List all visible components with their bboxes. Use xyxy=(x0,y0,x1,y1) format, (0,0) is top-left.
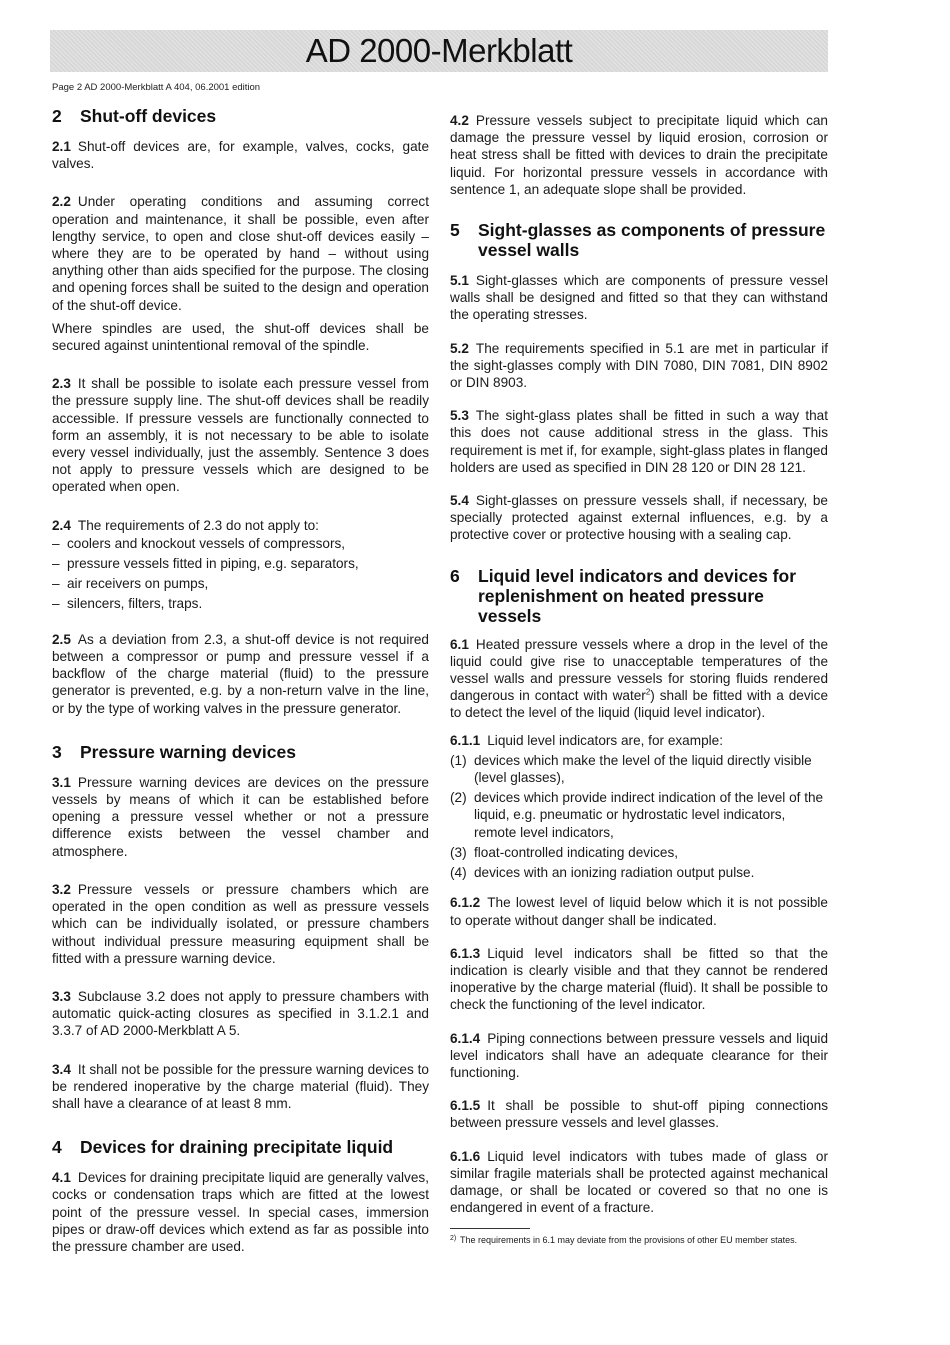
paragraph-5-1: 5.1 Sight-glasses which are components of pressure vessel walls shall be designed and fitted so that they can withstand the operating stresses. xyxy=(450,273,828,323)
paragraph-2-3: 2.3 It shall be possible to isolate each pressure vessel from the pressure supply line. The shut-off devices shall be readily accessible. If pressure vessels are functionally connected to form an assembly, it is not necessary to be able to isolate every vessel individually, just the assembly. Sentence 3 does not apply to pressure vessels which are designed to be operated when open. xyxy=(52,376,429,495)
document-title: AD 2000-Merkblatt xyxy=(305,32,573,69)
paragraph-3-4: 3.4 It shall not be possible for the pressure warning devices to be rendered inoperative by the charge material (fluid). They shall have a clearance of at least 8 mm. xyxy=(52,1061,429,1111)
paragraph-6-1: 6.1 Heated pressure vessels where a drop in the level of the liquid could give rise to unacceptable temperatures of the vessel walls and pressure vessels for storing fluids rendered dangerous in contact with water$^2$) shall be fitted with a device to detect the level of the liquid (liquid level indicator). xyxy=(450,636,829,721)
right-column xyxy=(450,112,828,1246)
paragraph-2-2-spindles: Where spindles are used, the shut-off devices shall be secured against unintentional removal of the spindle. xyxy=(52,320,429,354)
list-item: – air receivers on pumps, xyxy=(52,574,429,594)
list-item: (3) float-controlled indicating devices, xyxy=(450,844,679,860)
paragraph-6-1-6: 6.1.6 Liquid level indicators with tubes made of glass or similar fragile materials shall be protected against mechanical damage, or shall be located or covered so that no one is endangered in event of a fracture. xyxy=(450,1148,828,1216)
list-item: (2) devices which provide indirect indication of the level of the liquid, e.g. pneumatic or hydrostatic level indicators, remote level indicators, xyxy=(450,790,824,840)
paragraph-5-4: 5.4 Sight-glasses on pressure vessels shall, if necessary, be specially protected against external influences, e.g. by a protective cover or protective housing with a sealing cap. xyxy=(450,493,828,543)
header-banner xyxy=(50,30,828,72)
list-item: – coolers and knockout vessels of compressors, xyxy=(52,534,429,554)
paragraph-5-3: 5.3 The sight-glass plates shall be fitted in such a way that this does not cause additional stress in the glass. This requirement is met if, for example, sight-glass plates in flanged holders are used as specified in DIN 28 120 or DIN 28 121. xyxy=(450,408,828,475)
exemption-list xyxy=(52,534,429,614)
footnote-divider xyxy=(450,1228,530,1229)
section-5-heading: 5 Sight-glasses as components of pressure vessel walls xyxy=(450,220,826,261)
paragraph-6-1-1: 6.1.1 Liquid level indicators are, for example: xyxy=(450,732,723,748)
page-reference: Page 2 AD 2000-Merkblatt A 404, 06.2001 edition xyxy=(52,82,261,93)
left-column xyxy=(52,106,429,1255)
footnote-reference: 2 xyxy=(645,687,651,697)
section-4-heading: 4 Devices for draining precipitate liquid xyxy=(52,1137,394,1158)
paragraph-6-1-4: 6.1.4 Piping connections between pressure vessels and liquid level indicators shall have an adequate clearance for their functioning. xyxy=(450,1030,828,1080)
list-item: – silencers, filters, traps. xyxy=(52,594,429,614)
paragraph-2-4: 2.4 The requirements of 2.3 do not apply to: xyxy=(52,517,319,533)
section-6-heading: 6 Liquid level indicators and devices for replenishment on heated pressure vessels xyxy=(450,565,796,626)
paragraph-6-1-2: 6.1.2 The lowest level of liquid below which it is not possible to operate without danger shall be indicated. xyxy=(450,895,828,928)
list-item: (4) devices with an ionizing radiation output pulse. xyxy=(450,865,755,881)
section-3-heading: 3 Pressure warning devices xyxy=(52,741,296,762)
paragraph-3-3: 3.3 Subclause 3.2 does not apply to pressure chambers with automatic quick-acting closures as specified in 3.1.2.1 and 3.3.7 of AD 2000-Merkblatt A 5. xyxy=(52,988,429,1039)
paragraph-6-1-5: 6.1.5 It shall be possible to shut-off piping connections between pressure vessels and level glasses. xyxy=(450,1098,828,1131)
list-item: (1) devices which make the level of the liquid directly visible (level glasses), xyxy=(450,752,812,786)
paragraph-2-2: 2.2 Under operating conditions and assuming correct operation and maintenance, it shall be possible, even after lengthy service, to open and close shut-off devices easily – where they are to be operated by hand – without using anything other than aids specified for the purpose. The closing and opening forces shall be suited to the design and operation of the shut-off device. xyxy=(52,194,429,313)
paragraph-2-1: 2.1 Shut-off devices are, for example, valves, cocks, gate valves. xyxy=(52,139,429,172)
paragraph-2-5: 2.5 As a deviation from 2.3, a shut-off device is not required between a compressor or pump and pressure vessel if a backflow of the charge material (fluid) to the pressure generator is prevented, e.g. by a non-return valve in the line, or by the type of working valves in the pressure generator. xyxy=(52,631,429,716)
list-item: – pressure vessels fitted in piping, e.g. separators, xyxy=(52,554,429,574)
paragraph-4-2: 4.2 Pressure vessels subject to precipitate liquid which can damage the pressure vessel by liquid erosion, corrosion or heat stress shall be fitted with devices to drain the precipitate liquid. For horizontal pressure vessels in accordance with sentence 1, an adequate slope shall be provided. xyxy=(450,113,828,197)
paragraph-4-1: 4.1 Devices for draining precipitate liquid are generally valves, cocks or condensation traps which are fitted at the lowest point of the pressure vessel. In special cases, immersion pipes or draw-off devices which extend as far as possible into the pressure chamber are used. xyxy=(52,1170,429,1254)
footnote: 2) The requirements in 6.1 may deviate from the provisions of other EU member states. xyxy=(450,1235,798,1246)
paragraph-3-2: 3.2 Pressure vessels or pressure chambers which are operated in the open condition as well as pressure vessels which can be individually isolated, or pressure chambers without individual pressure measuring equipment shall be fitted with a pressure warning device. xyxy=(52,881,429,966)
paragraph-5-2: 5.2 The requirements specified in 5.1 are met in particular if the sight-glasses comply with DIN 7080, DIN 7081, DIN 8902 or DIN 8903. xyxy=(450,340,828,391)
paragraph-6-1-3: 6.1.3 Liquid level indicators shall be fitted so that the indication is clearly visible and that they cannot be rendered inoperative by the charge material (fluid). It shall be possible to check the functioning of the level indicator. xyxy=(450,945,828,1013)
paragraph-3-1: 3.1 Pressure warning devices are devices on the pressure vessels by means of which it can be established before opening a pressure vessel whether or not a pressure difference exists between the vessel chamber and atmosphere. xyxy=(52,774,429,859)
section-2-heading: 2 Shut-off devices xyxy=(52,106,217,126)
indicator-types-list xyxy=(450,752,828,881)
